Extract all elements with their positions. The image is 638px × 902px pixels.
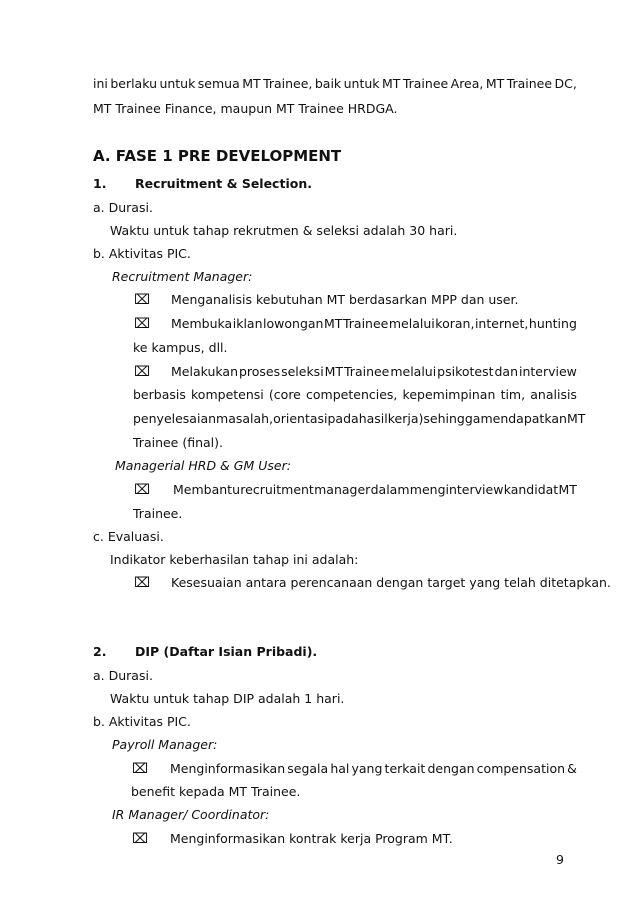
page-number: 9: [556, 852, 564, 867]
durasi-label-2: a. Durasi.: [93, 668, 153, 683]
word: MT: [381, 76, 401, 91]
aktivitas-label-2: b. Aktivitas PIC.: [93, 714, 191, 729]
word: seleksi: [281, 364, 324, 379]
word: koran,: [435, 316, 475, 331]
word: pada: [327, 411, 359, 426]
bullet-icon: ⌧: [132, 761, 149, 777]
word: Trainee,: [263, 76, 313, 91]
mg-bullet-1-line-2: Trainee.: [133, 506, 183, 521]
rm-bullet-2-line-2: ke kampus, dll.: [133, 340, 228, 355]
word: masalah,: [216, 411, 274, 426]
bullet-icon: ⌧: [132, 831, 149, 847]
word: competencies,: [306, 387, 398, 402]
word: (core: [268, 387, 301, 402]
word: recruitment: [240, 482, 314, 497]
word: mendapatkan: [480, 411, 567, 426]
item-2-number: 2.: [93, 644, 107, 659]
word: berbasis: [133, 387, 186, 402]
word: hunting: [528, 316, 577, 331]
word: berlaku: [110, 76, 157, 91]
word: untuk: [159, 76, 196, 91]
intro-line-2: MT Trainee Finance, maupun MT Trainee HRDGA.: [93, 101, 398, 116]
evaluasi-text: Indikator keberhasilan tahap ini adalah:: [110, 552, 359, 567]
word: untuk: [343, 76, 380, 91]
justified-line: [171, 316, 577, 332]
word: dalam: [370, 482, 410, 497]
word: MT: [558, 482, 577, 497]
durasi-text-2: Waktu untuk tahap DIP adalah 1 hari.: [110, 691, 345, 706]
rm-bullet-3-line-2: [133, 387, 577, 403]
mg-bullet-1-line-1: [173, 482, 577, 498]
word: Melakukan: [171, 364, 238, 379]
word: melalui: [388, 316, 435, 331]
word: compensation: [476, 761, 566, 776]
word: proses: [238, 364, 281, 379]
pm-bullet-1-line-1: [170, 761, 577, 777]
word: Trainee: [402, 76, 449, 91]
word: dan: [494, 364, 519, 379]
rm-bullet-3-line-1: [171, 364, 577, 380]
bullet-icon: ⌧: [134, 316, 151, 332]
word: tim,: [500, 387, 526, 402]
word: segala: [287, 761, 329, 776]
word: kompetensi: [191, 387, 264, 402]
bullet-icon: ⌧: [134, 482, 151, 498]
durasi-label: a. Durasi.: [93, 200, 153, 215]
word: kandidat: [503, 482, 559, 497]
word: iklan: [232, 316, 263, 331]
word: analisis: [530, 387, 577, 402]
justified-line: [133, 387, 577, 403]
word: Trainee: [506, 76, 553, 91]
word: dengan: [427, 761, 475, 776]
item-1-title: Recruitment & Selection.: [135, 176, 312, 191]
durasi-text: Waktu untuk tahap rekrutmen & seleksi adalah 30 hari.: [110, 223, 458, 238]
word: DC,: [554, 76, 577, 91]
word: manager: [314, 482, 371, 497]
word: baik: [314, 76, 342, 91]
rm-bullet-3-line-3: [133, 411, 586, 427]
word: MT: [324, 364, 344, 379]
ir-bullet-1: Menginformasikan kontrak kerja Program MT.: [170, 831, 453, 846]
justified-line: [93, 76, 577, 92]
section-title: A. FASE 1 PRE DEVELOPMENT: [93, 147, 342, 165]
word: hasil: [358, 411, 388, 426]
rm-bullet-2-line-1: [171, 316, 577, 332]
word: MT: [485, 76, 505, 91]
word: terkait: [384, 761, 426, 776]
word: interview: [518, 364, 577, 379]
word: MT: [242, 76, 261, 91]
word: menginterview: [409, 482, 504, 497]
justified-line: [170, 761, 577, 777]
word: lowongan: [263, 316, 324, 331]
recruitment-manager-label: Recruitment Manager:: [112, 269, 253, 284]
payroll-manager-label: Payroll Manager:: [112, 737, 218, 752]
word: Membuka: [171, 316, 233, 331]
justified-line: [173, 482, 577, 498]
bullet-icon: ⌧: [134, 575, 151, 591]
word: kerja): [387, 411, 424, 426]
word: Trainee: [342, 316, 389, 331]
word: sehingga: [423, 411, 481, 426]
bullet-icon: ⌧: [134, 364, 151, 380]
word: MT: [324, 316, 343, 331]
evaluasi-bullet-1: Kesesuaian antara perencanaan dengan target yang telah ditetapkan.: [171, 575, 611, 590]
word: Membantu: [173, 482, 240, 497]
evaluasi-label: c. Evaluasi.: [93, 529, 164, 544]
rm-bullet-3-line-4: Trainee (final).: [133, 435, 224, 450]
justified-line: [171, 364, 577, 380]
word: Menginformasikan: [170, 761, 286, 776]
item-2-title: DIP (Daftar Isian Pribadi).: [135, 644, 318, 659]
item-1-number: 1.: [93, 176, 107, 191]
word: orientasi: [273, 411, 328, 426]
pm-bullet-1-line-2: benefit kepada MT Trainee.: [131, 784, 301, 799]
word: Area,: [450, 76, 484, 91]
bullet-icon: ⌧: [134, 292, 151, 308]
word: kepemimpinan: [402, 387, 496, 402]
managerial-label: Managerial HRD & GM User:: [115, 458, 291, 473]
word: &: [567, 761, 577, 776]
justified-line: [133, 411, 586, 427]
ir-manager-label: IR Manager/ Coordinator:: [112, 807, 270, 822]
aktivitas-label: b. Aktivitas PIC.: [93, 246, 191, 261]
word: hal: [330, 761, 350, 776]
word: yang: [351, 761, 383, 776]
word: penyelesaian: [133, 411, 217, 426]
word: MT: [566, 411, 586, 426]
word: semua: [197, 76, 240, 91]
intro-line-1: [93, 76, 577, 92]
rm-bullet-1: Menganalisis kebutuhan MT berdasarkan MPP dan user.: [171, 292, 519, 307]
word: Trainee: [344, 364, 390, 379]
word: melalui: [390, 364, 437, 379]
word: internet,: [474, 316, 529, 331]
word: ini: [93, 76, 108, 91]
word: psikotest: [437, 364, 494, 379]
